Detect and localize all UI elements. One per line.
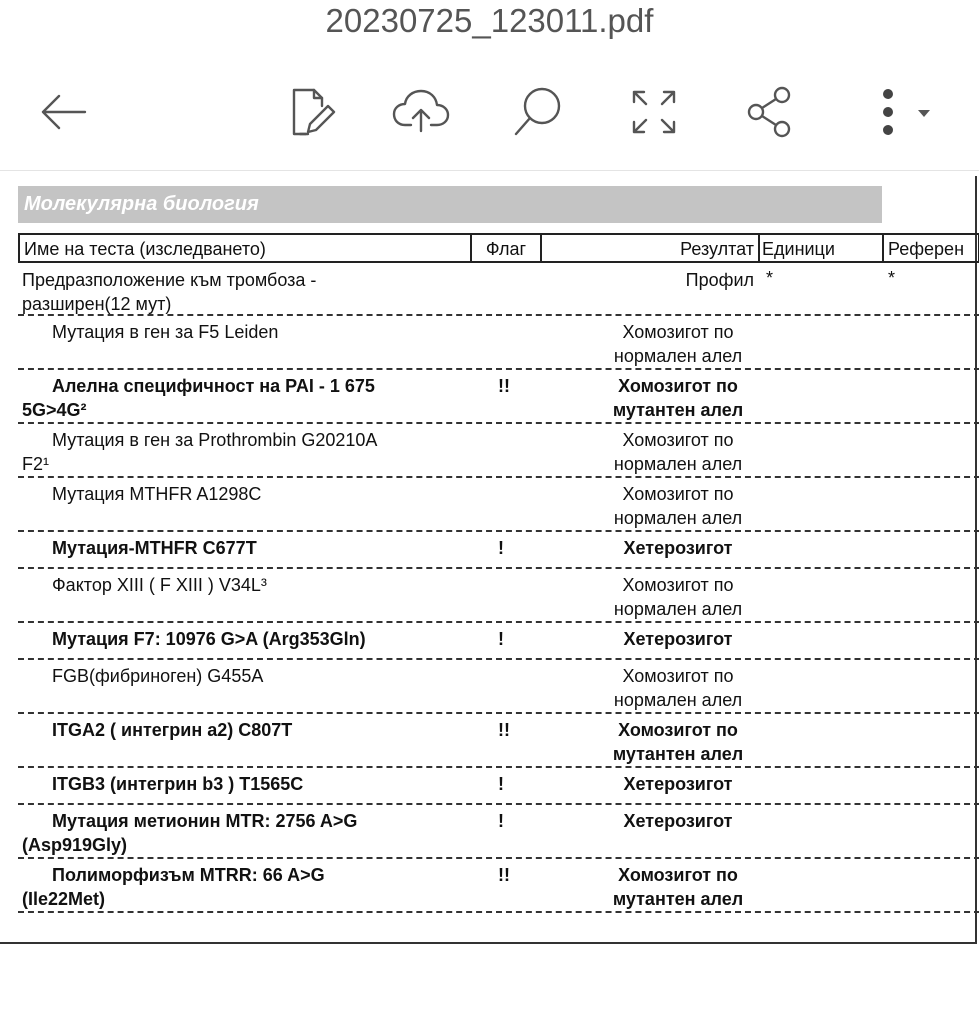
- test-name: Мутация F7: 10976 G>A (Arg353Gln): [52, 629, 366, 649]
- table-row: [18, 316, 979, 370]
- result-cont: мутантен алел: [612, 400, 744, 420]
- test-name: ITGA2 ( интегрин a2) C807T: [52, 720, 293, 740]
- test-name: Мутация метионин MTR: 2756 A>G: [52, 811, 358, 831]
- cloud-upload-icon: [391, 87, 451, 137]
- result: Хомозигот по: [622, 484, 734, 504]
- test-name-cont: (Ile22Met): [22, 889, 106, 909]
- result: Хетерозигот: [623, 774, 733, 794]
- flag: !: [498, 538, 504, 558]
- header-result: Резултат: [540, 235, 756, 261]
- result-cont: нормален алел: [613, 346, 743, 366]
- more-options-button[interactable]: [862, 80, 946, 144]
- toolbar-divider: [0, 170, 979, 171]
- test-name: Предразположение към тромбоза -: [22, 270, 317, 290]
- reference: *: [888, 268, 896, 288]
- search-button[interactable]: [503, 80, 573, 144]
- flag: !: [498, 811, 504, 831]
- result: Хомозигот по: [622, 322, 734, 342]
- test-name: Фактор XIII ( F XIII ) V34L³: [52, 575, 267, 595]
- share-button[interactable]: [735, 80, 805, 144]
- test-name-cont: (Asp919Gly): [22, 835, 128, 855]
- chevron-down-icon: [918, 110, 930, 117]
- result: Профил: [685, 270, 754, 290]
- result: Хомозигот по: [618, 376, 738, 396]
- table-row: [18, 264, 979, 316]
- table-row: [18, 478, 979, 532]
- test-name: ITGB3 (интегрин b3 ) T1565C: [52, 774, 304, 794]
- table-row: [18, 660, 979, 714]
- table-row: [18, 424, 979, 478]
- result-cont: мутантен алел: [612, 744, 744, 764]
- flag: !: [498, 774, 504, 794]
- results-table: [0, 264, 975, 913]
- flag: !!: [498, 376, 510, 396]
- result: Хомозигот по: [618, 865, 738, 885]
- result-cont: нормален алел: [613, 599, 743, 619]
- table-row: [18, 532, 979, 569]
- units: *: [766, 268, 774, 288]
- expand-icon: [628, 86, 680, 138]
- header-units: Единици: [758, 235, 880, 261]
- test-name: Полиморфизъм MTRR: 66 A>G: [52, 865, 325, 885]
- result-cont: нормален алел: [613, 454, 743, 474]
- table-header: [18, 233, 979, 263]
- search-icon: [510, 84, 566, 140]
- test-name: Алелна специфичност на PAI - 1 675: [52, 376, 375, 396]
- header-flag: Флаг: [470, 235, 540, 261]
- test-name: Мутация MTHFR A1298C: [52, 484, 262, 504]
- table-row: [18, 623, 979, 660]
- table-row: [18, 768, 979, 805]
- result-cont: нормален алел: [613, 690, 743, 710]
- test-name: FGB(фибриноген) G455A: [52, 666, 264, 686]
- result: Хетерозигот: [623, 629, 733, 649]
- header-reference: Референ: [882, 235, 978, 261]
- test-name: Мутация в ген за Prothrombin G20210A: [52, 430, 378, 450]
- result: Хомозигот по: [622, 575, 734, 595]
- annotate-button[interactable]: [273, 80, 343, 144]
- test-name-cont: 5G>4G²: [22, 400, 87, 420]
- test-name-cont: F2¹: [22, 454, 49, 474]
- header-name: Име на теста (изследването): [24, 239, 266, 259]
- toolbar: [0, 80, 979, 150]
- more-vertical-icon: [864, 84, 944, 140]
- result: Хетерозигот: [623, 538, 733, 558]
- flag: !!: [498, 720, 510, 740]
- flag: !!: [498, 865, 510, 885]
- result-cont: нормален алел: [613, 508, 743, 528]
- pdf-page[interactable]: [0, 176, 977, 944]
- result: Хетерозигот: [623, 811, 733, 831]
- table-row: [18, 805, 979, 859]
- fullscreen-button[interactable]: [619, 80, 689, 144]
- edit-document-icon: [280, 84, 336, 140]
- table-row: [18, 859, 979, 913]
- cloud-upload-button[interactable]: [386, 80, 456, 144]
- test-name-cont: разширен(12 мут): [22, 294, 172, 314]
- document-title: 20230725_123011.pdf: [325, 2, 654, 39]
- result: Хомозигот по: [622, 666, 734, 686]
- flag: !: [498, 629, 504, 649]
- result: Хомозигот по: [618, 720, 738, 740]
- table-row: [18, 370, 979, 424]
- section-title: Молекулярна биология: [18, 186, 882, 223]
- test-name: Мутация-MTHFR C677T: [52, 538, 257, 558]
- result-cont: мутантен алел: [612, 889, 744, 909]
- arrow-left-icon: [35, 92, 91, 132]
- table-row: [18, 569, 979, 623]
- table-row: [18, 714, 979, 768]
- back-button[interactable]: [28, 80, 98, 144]
- test-name: Мутация в ген за F5 Leiden: [52, 322, 279, 342]
- result: Хомозигот по: [622, 430, 734, 450]
- share-icon: [742, 84, 798, 140]
